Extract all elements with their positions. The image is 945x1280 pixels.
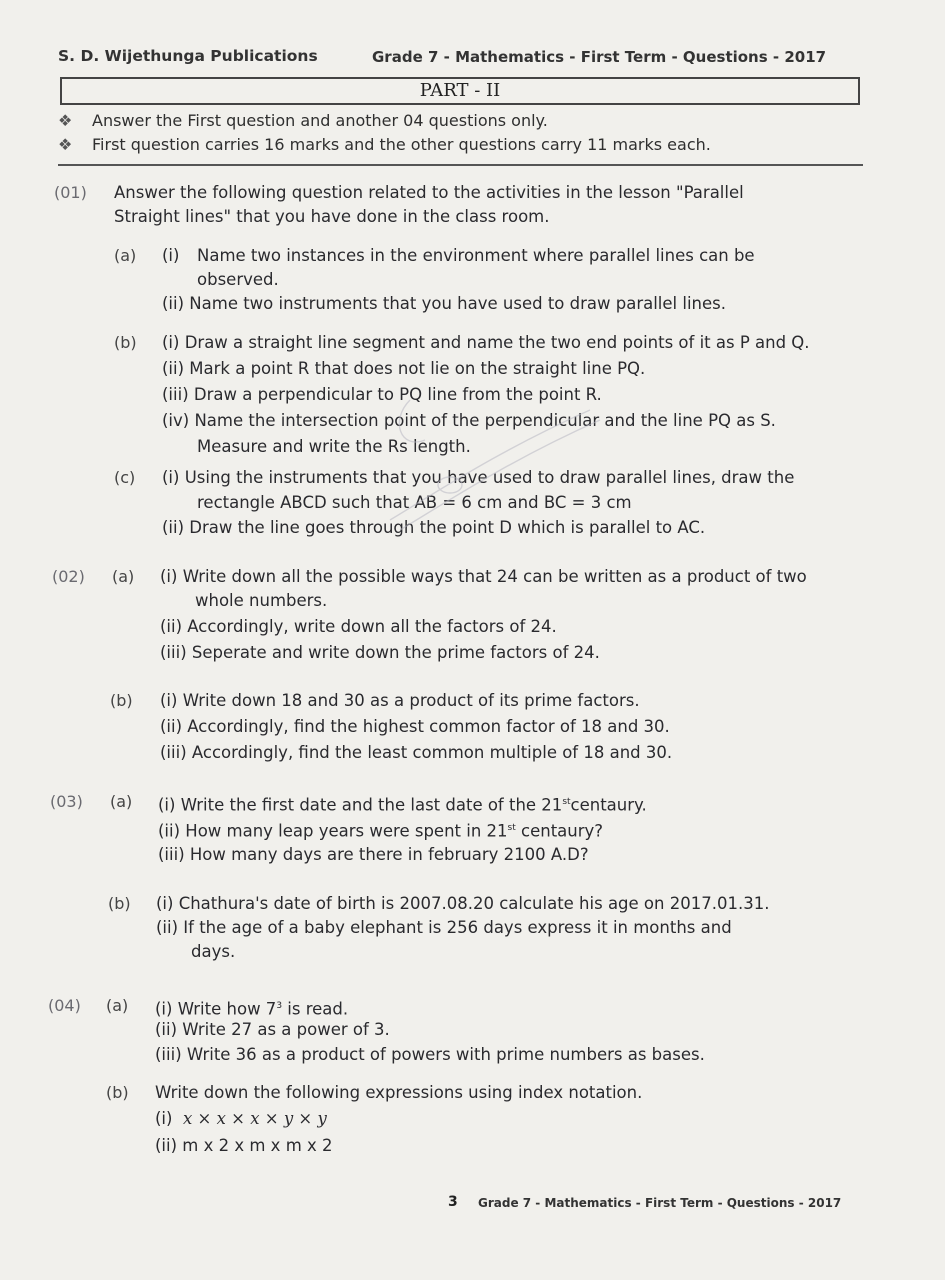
q2-b-i: (i) Write down 18 and 30 as a product of its prime factors. [160, 691, 640, 710]
q2-a-ii: (ii) Accordingly, write down all the factors of 24. [160, 617, 557, 636]
part-heading: PART - II [60, 77, 860, 105]
q2-b-label: (b) [110, 691, 133, 710]
divider [58, 164, 863, 166]
q2-a-iii: (iii) Seperate and write down the prime factors of 24. [160, 643, 600, 662]
bullet-icon: ❖ [58, 111, 73, 130]
q2-number: (02) [52, 567, 85, 586]
q3-b-ii-line2: days. [191, 942, 236, 961]
q4-b-label: (b) [106, 1083, 129, 1102]
q1-b-iii: (iii) Draw a perpendicular to PQ line from the point R. [162, 385, 602, 404]
q4-number: (04) [48, 996, 81, 1015]
q1-b-iv-line2: Measure and write the Rs length. [197, 437, 471, 456]
q1-c-i-line2: rectangle ABCD such that AB = 6 cm and BC = 3 cm [197, 493, 632, 512]
q2-a-label: (a) [112, 567, 135, 586]
instruction-2: ❖ First question carries 16 marks and the other questions carry 11 marks each. [58, 135, 711, 154]
q3-b-label: (b) [108, 894, 131, 913]
q1-b-label: (b) [114, 333, 137, 352]
q1-b-i: (i) Draw a straight line segment and name the two end points of it as P and Q. [162, 333, 810, 352]
header-title: Grade 7 - Mathematics - First Term - Questions - 2017 [372, 48, 827, 66]
q4-b-ii: (ii) m x 2 x m x m x 2 [155, 1136, 333, 1155]
q2-a-i-line1: (i) Write down all the possible ways that 24 can be written as a product of two [160, 567, 807, 586]
q3-b-ii-line1: (ii) If the age of a baby elephant is 256 days express it in months and [156, 918, 732, 937]
q3-a-iii: (iii) How many days are there in february 2100 A.D? [158, 845, 589, 864]
q1-a-label: (a) [114, 246, 137, 265]
q1-a-i-line2: observed. [197, 270, 279, 289]
publisher-name: S. D. Wijethunga Publications [58, 47, 318, 65]
q1-b-iv-line1: (iv) Name the intersection point of the perpendicular and the line PQ as S. [162, 411, 776, 430]
page-number: 3 [448, 1194, 458, 1210]
q1-intro-line2: Straight lines" that you have done in the class room. [114, 207, 550, 226]
bullet-icon: ❖ [58, 135, 73, 154]
footer-title: Grade 7 - Mathematics - First Term - Questions - 2017 [478, 1196, 842, 1210]
instruction-1: ❖ Answer the First question and another 04 questions only. [58, 111, 548, 130]
q1-c-i-line1: (i) Using the instruments that you have used to draw parallel lines, draw the [162, 468, 795, 487]
q3-a-ii: (ii) How many leap years were spent in 21st centaury? [158, 821, 604, 841]
q1-a-ii: (ii) Name two instruments that you have used to draw parallel lines. [162, 294, 726, 313]
q2-b-iii: (iii) Accordingly, find the least common multiple of 18 and 30. [160, 743, 673, 762]
q4-b-intro: Write down the following expressions using index notation. [155, 1083, 643, 1102]
q4-b-i: (i) x × x × x × y × y [155, 1109, 327, 1128]
q1-intro-line1: Answer the following question related to the activities in the lesson "Parallel [114, 183, 744, 202]
q4-a-ii: (ii) Write 27 as a power of 3. [155, 1020, 390, 1039]
q1-c-ii: (ii) Draw the line goes through the point D which is parallel to AC. [162, 518, 706, 537]
q1-a-i-label: (i) [162, 246, 180, 265]
q1-number: (01) [54, 183, 87, 202]
q3-number: (03) [50, 792, 83, 811]
q3-b-i: (i) Chathura's date of birth is 2007.08.20 calculate his age on 2017.01.31. [156, 894, 770, 913]
q4-a-i: (i) Write how $7^3$ is read. [155, 999, 349, 1019]
q2-a-i-line2: whole numbers. [195, 591, 328, 610]
q1-c-label: (c) [114, 468, 136, 487]
q3-a-label: (a) [110, 792, 133, 811]
q1-b-ii: (ii) Mark a point R that does not lie on the straight line PQ. [162, 359, 646, 378]
q2-b-ii: (ii) Accordingly, find the highest common factor of 18 and 30. [160, 717, 670, 736]
q4-a-iii: (iii) Write 36 as a product of powers with prime numbers as bases. [155, 1045, 705, 1064]
q3-a-i: (i) Write the first date and the last date of the 21stcentaury. [158, 795, 647, 815]
q1-a-i-line1: Name two instances in the environment where parallel lines can be [197, 246, 755, 265]
q4-a-label: (a) [106, 996, 129, 1015]
